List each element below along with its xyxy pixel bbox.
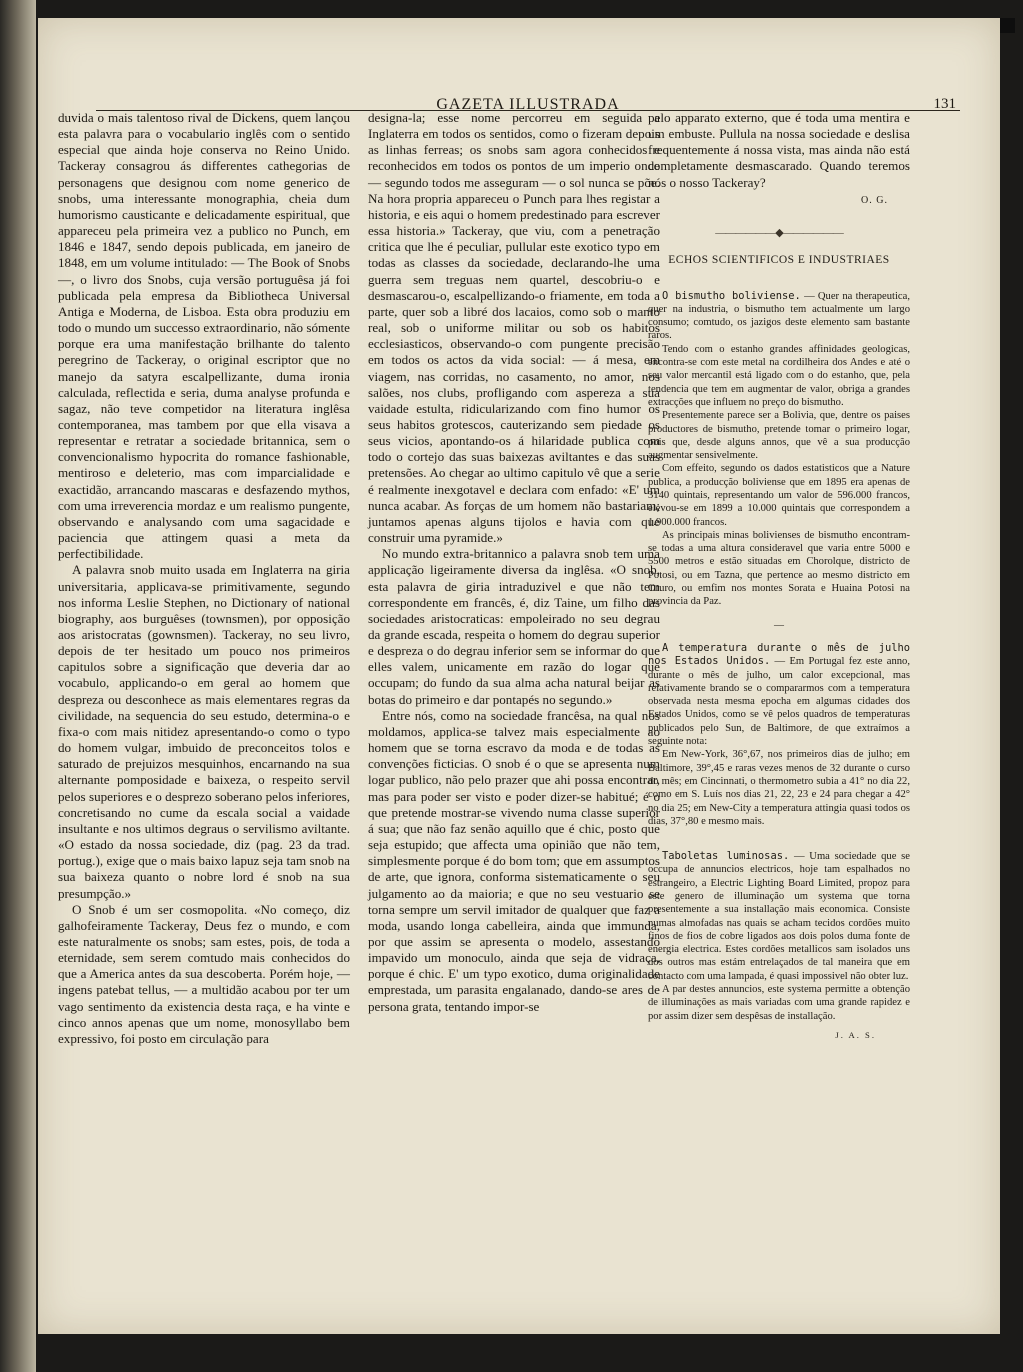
paragraph: designa-la; esse nome percorreu em seguida a Inglaterra em todos os sentidos, como o fizeram depois as linhas ferreas; os snobs sam agora conhecidos e reconhecidos em todos os pontos de um imperio onde — segundo todos me asseguram — o sol nunca se põe. Na hora propria appareceu o Punch para lhes registar a historia, e eis aqui o homem predestinado para escrever essa historia.» Tackeray, que viu, com a penetração critica que lhe é peculiar, pullular este exotico typo em todas as classes da sociedade, declarando-lhe uma guerra sem treguas nem quartel, descobriu-o e desmascarou-o, escalpellizando-o friamente, em toda a parte, quer sob a libré dos lacaios, como sob o manto real, sob o uniforme militar ou sob os habitos ecclesiasticos, observando-o com pungente precisão em todos os actos da vida social: — á mesa, em viagem, nas corridas, no casamento, no amor, nos salões, nos clubs, profligando com aspereza a sua vaidade estulta, ridicularizando com fino humor os seus habitos grotescos, cauterizando sem piedade os seus vicios, apontando-os á hilaridade publica com todo o cortejo das suas baixezas aviltantes e das suas pretensões. Ao chegar ao ultimo capitulo vê que a serie é realmente inexgotavel e declara com enfado: «E' um nunca acabar. As forças de um homem não bastariam; juntamos apenas alguns tijolos e havia com que construir uma pyramide.» xyxy=(368,110,660,546)
paragraph: No mundo extra-britannico a palavra snob tem uma applicação ligeiramente diversa da inglêsa. «O snob, esta palavra de giria intraduzivel e que não tem correspondente em francês, é, diz Taine, um filho das sociedades aristocraticas: empoleirado no seu degrau da grande escada, respeita o homem do degrau superior e despreza o do degrau inferior sem se informar do que elles valem, unicamente em razão do logar que occupam; do fundo da sua alma acha natural beijar as botas do primeiro e dar pontapés no segundo.» xyxy=(368,546,660,707)
paragraph: Tendo com o estanho grandes affinidades geologicas, encontra-se com este metal na cordilheira dos Andes e até o seu valor mercantil está ligado com o do estanho, que, pela tendencia que tem em augmentar de valor, obriga a grandes extracções que influem no preço do bismutho. xyxy=(648,343,910,408)
paragraph: Com effeito, segundo os dados estatisticos que a Nature publica, a producção boliviense que em 1895 era apenas de 3140 quintais, representando um valor de 596.000 francos, elevou-se em 1899 a 10.000 quintais que correspondem a 1.900.000 francos. xyxy=(648,463,910,528)
item-text: — Em Portugal fez este anno, durante o mês de julho, um calor excepcional, mas relativamente brando se o compararmos com a temperatura observada nesta mesma epocha em algumas cidades dos Estados Unidos, como se vê pelos quadros de temperaturas publicados pelo Sun, de Baltimore, de que extraímos a seguinte nota: xyxy=(648,656,910,748)
paragraph: pelo apparato externo, que é toda uma mentira e um embuste. Pullula na nossa sociedade e deslisa frequentemente á nossa vista, mas ainda não está completamente desmascarado. Quando teremos nós o nosso Tackeray? xyxy=(648,110,910,190)
publication-title: GAZETA ILLUSTRADA xyxy=(436,96,620,113)
spacer xyxy=(648,828,910,850)
paragraph: O Snob é um ser cosmopolita. «No começo, diz galhofeiramente Tackeray, Deus fez o mundo, e com este naturalmente os snobs; sam estes, pois, de toda a eternidade, sem serem comtudo mais conhecidos do que a America antes da sua descoberta. Porém hoje, — ingens patebat tellus, — a multidão acabou por ter um vago sentimento da existencia desta raça, e ha vinte e cinco annos apenas que um nome, monosyllabo bem expressivo, foi posto em circulação para xyxy=(58,901,350,1046)
item-text: — Uma sociedade que se occupa de annuncios electricos, hoje tam espalhados no estrangeiro, a Electric Lighting Board Limited, propoz para este genero de illuminação um systema que torna presentemente a sua installação mais economica. Consiste numas almofadas nas quais se acham tecidos cordões muito finos de fios de cobre ligados aos dois polos duma fonte de energia electrica. Estes cordões metallicos sam isolados uns dos outros mas estám entrelaçados de tal maneira que em contacto com uma lampada, é quasi impossivel não obter luz. xyxy=(648,851,910,982)
section-title: ECHOS SCIENTIFICOS E INDUSTRIAES xyxy=(668,254,890,267)
paragraph: Presentemente parece ser a Bolivia, que, dentre os paises productores de bismutho, pretende tomar o primeiro logar, pois que, desde alguns annos, que vê a sua producção augmentar sensivelmente. xyxy=(648,410,910,462)
item-heading: A temperatura durante o mês de julho nos Estados Unidos. xyxy=(648,641,910,668)
column-2 xyxy=(368,110,660,1015)
paragraph: A par destes annuncios, este systema permitte a obtenção de illuminações as mais variadas com uma grande rapidez e por assim dizer sem despêsas de installação. xyxy=(648,984,910,1022)
paragraph: Em New-York, 36°,67, nos primeiros dias de julho; em Baltimore, 39°,45 e raras vezes menos de 32 durante o curso do mês; em Cincinnati, o thermometro subia a 41° no dia 22, como em S. Luís nos dias 21, 22, 23 e 24 para chegar a 42° no dia 25; em New-City a temperatura attingia quasi todos os dias, 37°,80 e mesmo mais. xyxy=(648,749,910,827)
book-gutter xyxy=(0,0,36,1372)
column-3 xyxy=(648,110,910,1042)
paragraph: As principais minas bolivienses de bismutho encontram-se todas a uma altura consideravel que varia entre 5000 e 5500 metros e estão situadas em Chorolque, districto de Potosi, ou em Tazna, que pertence ao mesmo districto em Oruro, ou emfim nos montes Sorata e Huaina Potosi na provincia da Paz. xyxy=(648,529,910,608)
item-text: — Quer na therapeutica, quer na industria, o bismutho tem actualmente um largo consumo; comtudo, os jazigos deste elemento sam bastante raros. xyxy=(648,290,910,342)
author-signature: O. G. xyxy=(861,194,888,206)
paragraph: duvida o mais talentoso rival de Dickens, quem lançou esta palavra para o vocabulario inglês com o sentido especial que ainda hoje conserva no Reino Unido. Tackeray consagrou ás differentes cathegorias de personagens que designou com nome generico de snobs, uma interessante monographia, cheia dum humorismo causticante e delicadamente espiritual, que appareceu pela primeira vez a publico no Punch, em 1846 e 1847, sendo depois publicada, em janeiro de 1848, em um volume intitulado: — The Book of Snobs —, o livro dos Snobs, cuja versão portuguêsa já foi publicada pela empresa da Bibliotheca Universal Antiga e Moderna, de Lisboa. Esta obra produziu em todo o mundo um successo extraordinario, não sómente porque era uma manifestação brilhante do talento peregrino de Tackeray, o original escriptor que no manejo da satyra escalpellizante, duma ironia calculada, reflectida e seria, duma analyse profunda e sagaz, não teve competidor na literatura inglêsa contemporanea, mas tambem por que ella visava a representar e retratar a sociedade britannica, sem o convencionalismo hypocrita do romance fashionable, mentiroso e deleterio, mas com imparcialidade e exactidão, arrancando mascaras e desfazendo mythos, com uma irreverencia mordaz e um realismo pungente, observando e analysando com uma sagacidade e paciencia que attingem quasi a meta da perfectibilidade. xyxy=(58,110,350,562)
news-item-taboletas xyxy=(648,850,910,983)
item-heading: Taboletas luminosas. xyxy=(662,850,790,863)
page-header xyxy=(96,76,960,111)
news-item-bismutho xyxy=(648,290,910,343)
item-heading: O bismutho boliviense. xyxy=(662,289,801,302)
author-signature: J. A. S. xyxy=(835,1029,876,1040)
scan-target-mark xyxy=(1000,18,1015,33)
paragraph: Entre nós, como na sociedade francêsa, na qual nos moldamos, applica-se talvez mais especialmente ao homem que se torna escravo da moda e de todas as convenções ficticias. O snob é o que se apresenta num logar publico, não pelo prazer que ahi possa encontrar, mas para poder ser visto e poder dizer-se habitué; é o que pretende mostrar-se vivendo numa classe superior á sua; que não faz senão aquillo que é chic, posto que seja estupido; que affecta uma opinião que não tem, simplesmente porque é do bom tom; que em assumptos de arte, que ignora, conforma sistematicamente o seu julgamento ao da maioria; e que no seu vestuario se torna sempre um servil imitador de qualquer que faz a moda, usando longa cabelleira, ainda que immunda, por que assim se apresenta o modelo, assestando impavido um monoculo, ainda que seja de vidraça, porque é chic. E' um typo exotico, duma originalidade emprestada, um parasita engalanado, dando-se ares de persona grata, tentando impor-se xyxy=(368,707,660,1014)
item-separator: — xyxy=(774,619,784,631)
paragraph: A palavra snob muito usada em Inglaterra na giria universitaria, applicava-se primitivamente, segundo nos informa Leslie Stephen, no Dictionary of national biography, aos burguêses (townsmen), por opposição aos aristocratas (gownsmen). Tackeray, no seu livro, depois de ter hesitado um pouco nos primeiros capitulos sobre a significação que deveria dar ao vocabulo, applicando-o em geral ao homem que despreza ou desconhece as mais elementares regras da civilidade, na sequencia do seu estudo, determina-o e fixa-o com mais nitidez apresentando-o como o typo do homem vulgar, imbuido de preconceitos tolos e saturado de prejuizos mesquinhos, encarnando na sua alternante pomposidade e baixeza, o respeito servil pelos superiores e o desprezo soberano pelos inferiores, concretisando no cume da escala social a vaidade insultante e nos ultimos degraus o servilismo aviltante. «O estado da nossa sociedade, diz (pag. 23 da trad. portug.), exige que o mais baixo lapuz seja tam snob na sua baixeza quanto o nobre lord é snob na sua presumpção.» xyxy=(58,562,350,901)
column-1 xyxy=(58,110,350,1047)
article-ending xyxy=(648,110,910,209)
news-item-temperatura xyxy=(648,642,910,748)
section-ornament: ——————◆—————— xyxy=(715,226,843,239)
page-number: 131 xyxy=(933,96,956,112)
